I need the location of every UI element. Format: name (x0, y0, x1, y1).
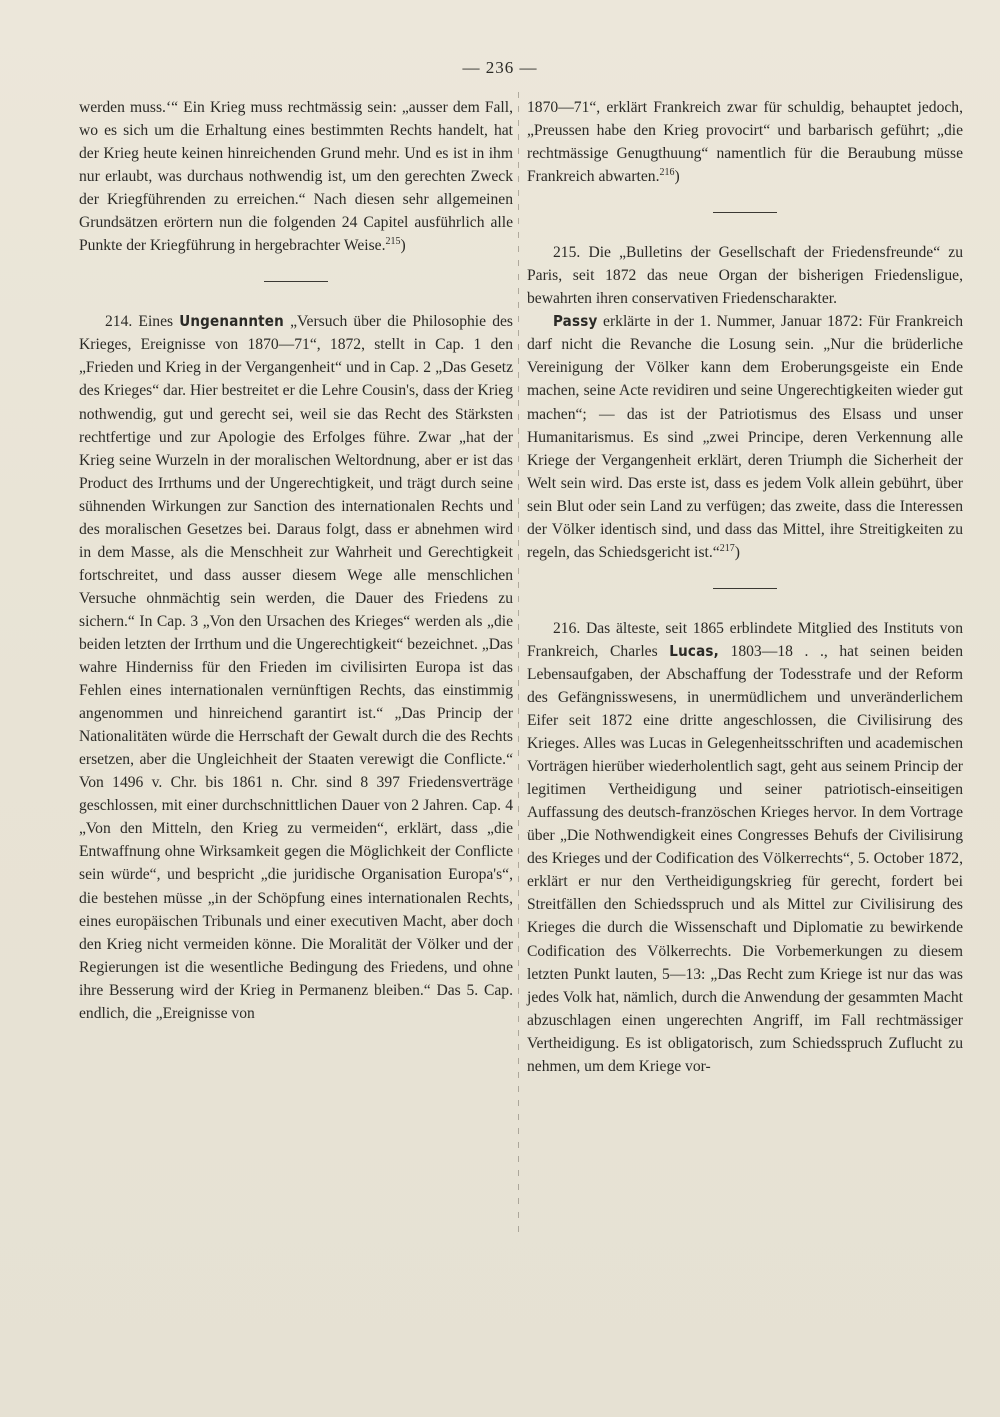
footnote-ref: 215 (385, 236, 401, 248)
paragraph-text: erklärte in der 1. Nummer, Januar 1872: Für Frankreich darf nicht die Revanche die Losung sein. „Nur die brüderliche Vereinigung der Völker kann dem Eroberungsgeiste ein Ende machen, seine Acte revidiren und seine Ungerechtigkeiten wieder gut machen“; — das ist der Patriotismus des Elsass und unser Humanitarismus. Es sind „zwei Principe, deren Verkennung alle Kriege der Vergangenheit erklärt, deren Triumph die Sicherheit der Welt sein wird. Das erste ist, dass es jedem Volk allein gebührt, über sein Blut oder sein Land zu verfügen; das zweite, dass die Interessen der Völker identisch sind, und dass das Mittel, ihre Streitigkeiten zu regeln, das Schiedsgericht ist.“ (527, 313, 963, 561)
section-lead: 216. Das älteste, seit 1865 erblindete Mitglied des Instituts von Frankreich, Charles (527, 619, 963, 660)
footnote-paren: ) (400, 237, 406, 255)
section-215: 215. Die „Bulletins der Gesellschaft der Friedensfreunde“ zu Paris, seit 1872 das neue Organ der bisherigen Friedensligue, bewahrten ihren conservativen Friedenscharakter. (527, 244, 963, 308)
footnote-paren: ) (674, 168, 680, 186)
paragraph-text: 1803—18 . ., hat seinen beiden Lebensaufgaben, der Abschaffung der Todesstrafe und der Reform des Gefängnisswesens, in unermüdlichem und unveränderlichem Eifer seit 1872 eine dritte angeschlossen, die Civilisirung des Krieges. Alles was Lucas in Gelegenheitsschriften und academischen Vorträgen hierüber wiederholentlich sagt, geht aus seinem Princip der legitimen Vertheidigung und seiner patriotisch-einseitigen Auffassung des deutsch-französchen Krieges hervor. In dem Vortrage über „Die Nothwendigkeit eines Congresses Behufs der Civilisirung des Krieges und der Codification des Völkerrechts“, 5. October 1872, erklärt er nur den Vertheidigungskrieg für gerecht, fordert bei Streitfällen den Schiedsspruch und als Mittel zur Civilisirung des Krieges die durch die Wissenschaft und Diplomatie zu bewirkende Codification des Völkerrechts. Die Vorbemerkungen zu diesem letzten Punkt lauten, 5—13: „Das Recht zum Kriege ist nur das was jedes Volk hat, nämlich, durch die Anwendung der gesammten Macht abzuschlagen einen ungerechten Angriff, im Fall rechtmässiger Vertheidigung. Es ist obligatorisch, zum Schiedsspruch Zuflucht zu nehmen, um dem Kriege vor- (527, 642, 963, 1075)
author-name: Passy (553, 312, 598, 331)
author-name: Ungenannten (179, 312, 284, 331)
section-lead: 214. Eines (105, 313, 174, 331)
paragraph-text: „Versuch über die Philosophie des Krieges, Ereignisse von 1870—71“, 1872, stellt in Cap. 1 den „Frieden und Krieg in der Vergangenheit“ und in Cap. 2 „Das Gesetz des Krieges“ dar. Hier bestreitet er die Lehre Cousin's, dass der Krieg nothwendig, gut und gerecht sei, weil sie das Recht des Stärksten rechtfertige und zur Apologie des Erfolges führe. Zwar „hat der Krieg seine Wurzeln in der moralischen Weltordnung, aber er ist das Product des Irrthums und der Ungerechtigkeit, und trägt durch seine sühnenden Wirkungen zur Sanction des internationalen Rechts und des moralischen Gesetzes bei. Daraus folgt, dass er abnehmen wird in dem Masse, als die Menschheit zur Wahrheit und Gerechtigkeit fortschreitet, und dass ausser diesem Wege alle menschlichen Versuche ohnmächtig sein werden, die Dauer des Friedens zu sichern.“ In Cap. 3 „Von den Ursachen des Krieges“ werden als „die beiden letzten der Irrthum und die Ungerechtigkeit“ bezeichnet. „Das wahre Hinderniss für den Frieden im civilisirten Europa ist das Fehlen eines internationalen vernünftigen Rechts, das einstimmig angenommen und hinreichend garantirt ist.“ „Das Princip der Nationalitäten würde die Herrschaft der Gewalt durch die des Rechts ersetzen, aber die Ungleichheit der Staaten verewigt die Conflicte.“ Von 1496 v. Chr. bis 1861 n. Chr. sind 8 397 Friedensverträge geschlossen, mit einer durchschnittlichen Dauer von 2 Jahren. Cap. 4 „Von den Mitteln, den Krieg zu vermeiden“, erklärt, dass „die Entwaffnung ohne Wirksamkeit gegen die Möglichkeit der Conflicte sein würde“, und bespricht „die juridische Organisation Europa's“, die bestehen müsse „in der Schöpfung eines internationalen Rechts, eines europäischen Tribunals und einer executiven Macht, aber doch den Krieg nicht vermeiden könne. Die Moralität der Völker und der Regierungen ist die wesentliche Bedingung des Friedens, und ohne ihre Besserung wird der Krieg in Permanenz bleiben.“ Das 5. Cap. endlich, die „Ereignisse von (79, 313, 513, 1022)
column-divider (518, 92, 519, 1232)
page-number: — 236 — (462, 58, 538, 77)
paragraph-continuation (527, 96, 963, 188)
passy-paragraph (527, 310, 963, 564)
right-column (527, 96, 963, 1078)
section-214 (79, 310, 513, 1024)
section-rule (713, 212, 777, 213)
section-rule (713, 588, 777, 589)
footnote-ref: 217 (719, 542, 735, 554)
paragraph-text: werden muss.‘“ Ein Krieg muss rechtmässig sein: „ausser dem Fall, wo es sich um die Erhaltung eines bestimmten Rechts handelt, hat der Krieg heute keinen hinreichenden Grund mehr. Und es ist in ihm nur erlaubt, was durchaus nothwendig ist, um den gerechten Zweck der Kriegführenden zu erreichen.“ Nach diesen sehr allgemeinen Grundsätzen erörtern nun die folgenden 24 Capitel ausführlich alle Punkte der Kriegführung in hergebrachter Weise. (79, 99, 513, 255)
paragraph-text: 1870—71“, erklärt Frankreich zwar für schuldig, behauptet jedoch, „Preussen habe den Krieg provocirt“ und barbarisch geführt; „die rechtmässige Genugthuung“ namentlich für die Beraubung müsse Frankreich abwarten. (527, 99, 963, 186)
paragraph-continuation (79, 96, 513, 257)
author-name: Lucas, (669, 641, 719, 660)
left-column (79, 96, 513, 1025)
footnote-ref: 216 (659, 166, 675, 178)
footnote-paren: ) (734, 543, 740, 561)
section-rule (264, 281, 328, 282)
section-216 (527, 617, 963, 1078)
